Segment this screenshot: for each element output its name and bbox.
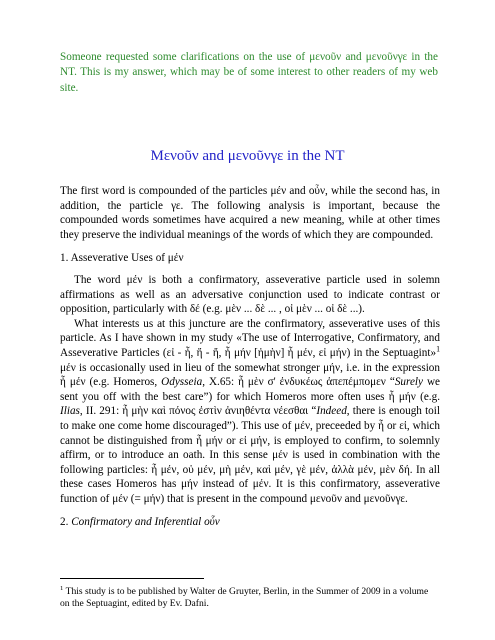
body-text bbox=[60, 184, 440, 537]
paragraph-asseverative-definition: The word μέν is both a confirmatory, asseverative particle used in solemn affirmations as well as an adversative conjunction used to indicate contrast or opposition, particularly with δέ (e.g. μὲν ... δὲ ... , οἱ μὲν ... οἱ δὲ ...). bbox=[60, 273, 440, 316]
text-segment: What interests us at this juncture are the confirmatory, asseverative uses of this particle. As I have shown in my study «The use of Interrogative, Confirmatory, and Asseverative Particles (εἰ - ἦ, ἤ - ἤ, ἦ μήν [ἠμὴν] ἦ μέν, εἰ μήν) in the Septuagint» bbox=[60, 317, 440, 359]
text-segment: μέν is occasionally used in lieu of the somewhat stronger μήν, i.e. in the expression ἦ μέν (e.g. Homeros, bbox=[60, 361, 440, 389]
emphasis-surely: Surely bbox=[394, 376, 423, 389]
emphasis-indeed: Indeed bbox=[316, 405, 347, 418]
footnote-marker: 1 bbox=[60, 584, 64, 592]
text-segment: we sent you off with the best care”) for which Homeros more often uses ἦ μήν (e.g. bbox=[60, 376, 440, 403]
section-heading-2 bbox=[60, 515, 440, 530]
footnote-reference[interactable]: 1 bbox=[436, 344, 440, 354]
section-heading-2-text: Confirmatory and Inferential οὖν bbox=[71, 516, 220, 529]
footnote-divider bbox=[60, 578, 204, 579]
paragraph-asseverative-uses bbox=[60, 317, 440, 507]
work-title-ilias: Ilias bbox=[60, 405, 80, 418]
intro-note: Someone requested some clarifications on the use of μενοῦν and μενοῦνγε in the NT. This is my answer, which may be of some interest to other readers of my web site. bbox=[60, 51, 438, 94]
text-segment: , X.65: ἦ μὲν σ' ἐνδυκέως ἀπεπέμπομεν “ bbox=[202, 376, 395, 389]
section-heading-1-text: 1. Asseverative Uses of μέν bbox=[60, 252, 184, 265]
section-heading-1 bbox=[60, 251, 440, 266]
paragraph-introduction: The first word is compounded of the particles μέν and οὖν, while the second has, in addition, the particle γε. The following analysis is important, because the compounded words sometimes have acquired a new meaning, while at other times they preserve the individual meanings of the words of which they are compounded. bbox=[60, 185, 440, 241]
text-segment: , II. 291: ἦ μὴν καὶ πόνος ἐστὶν ἀνιηθέντα νέεσθαι “ bbox=[79, 405, 317, 418]
page-title: Μενοῦν and μενοῦνγε in the NT bbox=[150, 148, 345, 164]
text-segment: , there is enough toil to make one come home discouraged”). This use of μέν, preceeded by ἦ or εἰ, which cannot be distinguished from ἦ μήν or εἰ μήν, is employed to confirm, to solemnly affirm, or to introduce an oath. In this sense μέν is used in combination with the following particles: ἦ μέν, οὐ μέν, μὴ μέν, καὶ μέν, γὲ μέν, ἀλλὰ μέν, μὲν δή. In all these cases Homeros has μήν instead of μέν. It is this confirmatory, asseverative function of μέν (= μήν) that is present in the compound μενοῦν and μενοῦνγε. bbox=[60, 405, 440, 505]
footnote-text: This study is to be published by Walter de Gruyter, Berlin, in the Summer of 2009 in a volume on the Septuagint, edited by Ev. Dafni. bbox=[60, 586, 429, 610]
section-heading-2-number: 2. bbox=[60, 516, 72, 529]
footnote bbox=[60, 586, 440, 611]
work-title-odysseia: Odysseia bbox=[161, 376, 203, 389]
